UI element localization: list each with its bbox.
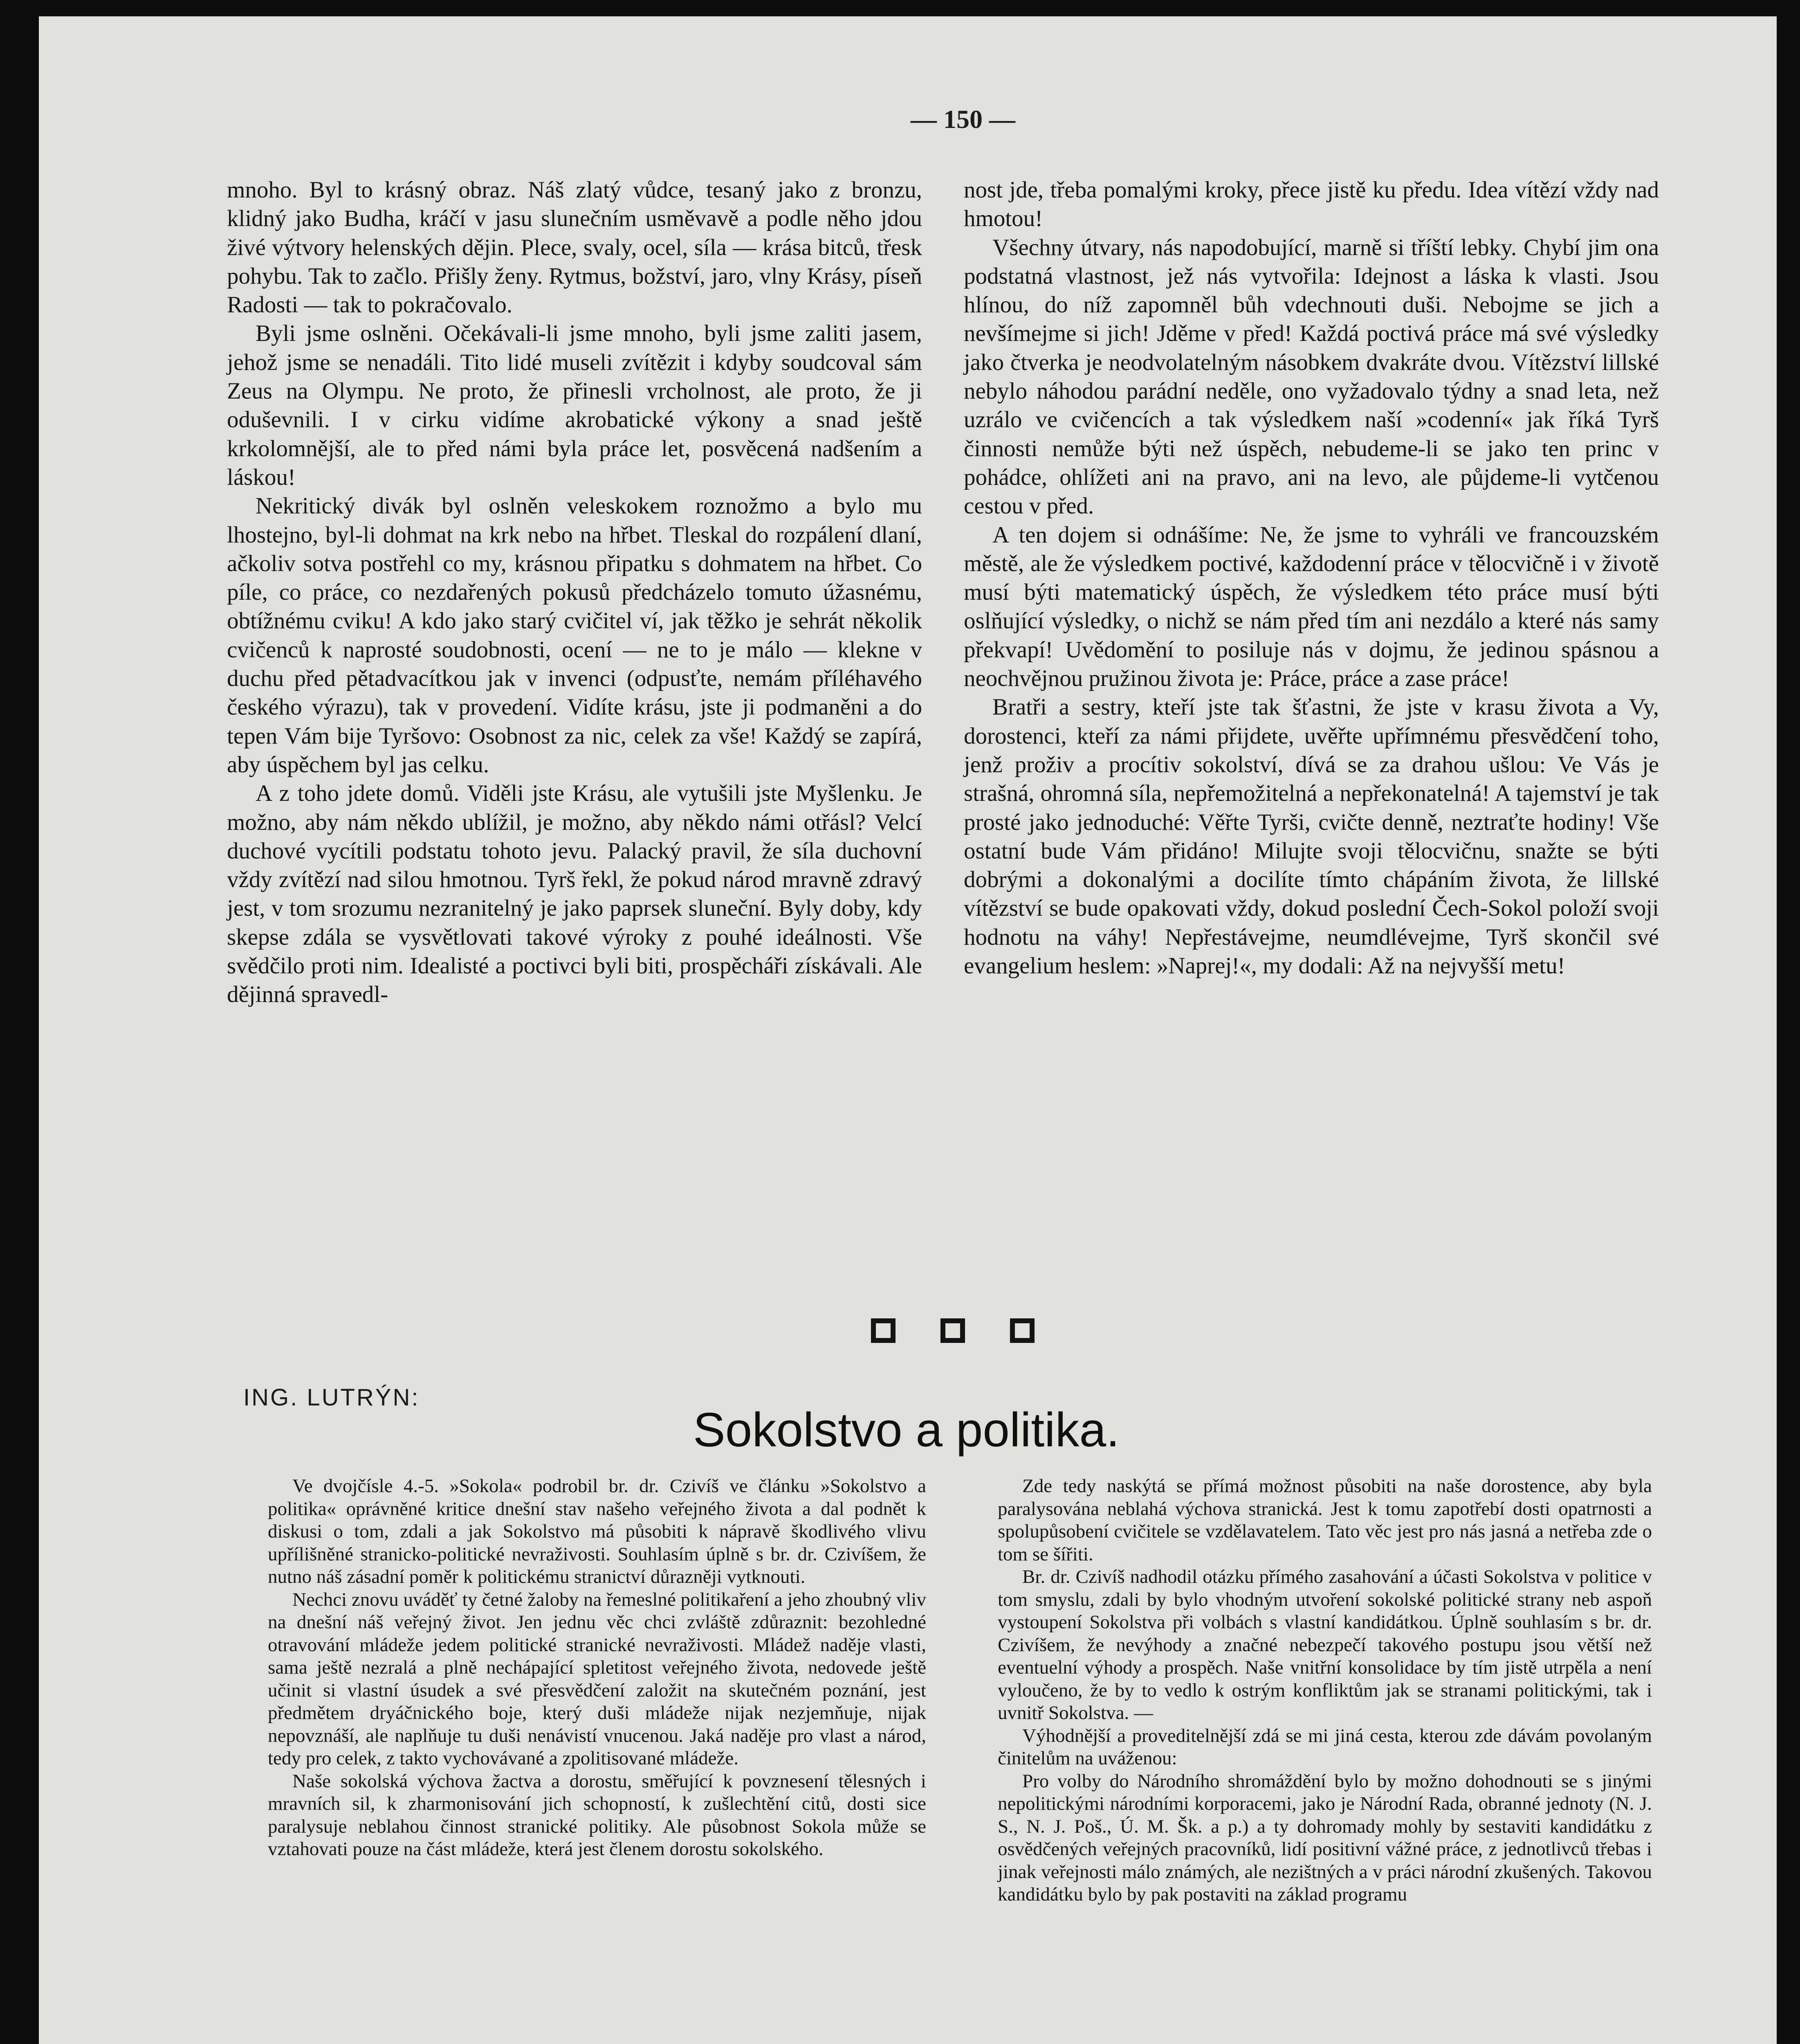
separator-square-icon: [871, 1318, 896, 1343]
article-left-column: [268, 1475, 926, 2044]
paragraph: Pro volby do Národního shromáždění bylo by možno dohodnouti se s jinými nepolitickými národními korporacemi, jako je Národní Rada, obranné jednoty (N. J. S., N. J. Poš., Ú. M. Šk. a p.) a ty dohromady mohly by sestaviti kandidátku z osvědčených veřejných pracovníků, lidí positivní vážné práce, z jednotlivců třebas i jinak veřejnosti málo známých, ale nezištných a v práci národní zkušených. Takovou kandidátku bylo by pak postaviti na základ programu: [998, 1770, 1652, 1905]
paragraph: Naše sokolská výchova žactva a dorostu, směřující k povznesení tělesných i mravních sil, k zharmonisování jich schopností, k zušlechtění citů, dosti sice paralysuje neblahou činnost stranické politiky. Ale působnost Sokola může se vztahovati pouze na část mládeže, která jest členem dorostu sokolského.: [268, 1770, 926, 1860]
article-title: Sokolstvo a politika.: [693, 1403, 1120, 1457]
paragraph: Ve dvojčísle 4.-5. »Sokola« podrobil br. dr. Czivíš ve článku »Sokolstvo a politika« oprávněné kritice dnešní stav našeho veřejného života a dal podnět k diskusi o tom, zdali a jak Sokolstvo má působiti k nápravě škodlivého vlivu upřílišněné stranicko-politické nevraživosti. Souhlasím úplně s br. dr. Czivíšem, že nutno náš zásadní poměr k politickému stranictví důrazněji vytknouti.: [268, 1475, 926, 1587]
section-separator: [871, 1318, 1035, 1343]
paragraph: Všechny útvary, nás napodobující, marně si tříští lebky. Chybí jim ona podstatná vlastnost, jež nás vytvořila: Idejnost a láska k vlasti. Jsou hlínou, do níž zapomněl bůh vdechnouti duši. Nebojme se jich a nevšímejme si jich! Jděme v před! Každá poctivá práce má své výsledky jako čtverka je neodvolatelným násobkem dvakráte dvou. Vítězství lillské nebylo náhodou parádní neděle, ono vyžadovalo týdny a snad leta, než uzrálo ve cvičencích a tak výsledkem naší »codenní« jak říká Tyrš činnosti nemůže býti než úspěch, nebudeme-li se jako ten princ v pohádce, ohlížeti ani na pravo, ani na levo, ale půjdeme-li vytčenou cestou v před.: [964, 234, 1659, 519]
paragraph: nost jde, třeba pomalými kroky, přece jistě ku předu. Idea vítězí vždy nad hmotou!: [964, 177, 1659, 232]
paragraph: Nekritický divák byl oslněn veleskokem roznožmo a bylo mu lhostejno, byl-li dohmat na krk nebo na hřbet. Tleskal do rozpálení dlaní, ačkoliv sotva postřehl co my, krásnou připatku s dohmatem na hřbet. Co píle, co práce, co nezdařených pokusů předcházelo tomuto úžasnému, obtížnému cviku! A kdo jako starý cvičitel ví, jak těžko je sehrát několik cvičenců k naprosté soudobnosti, ocení — ne to je málo — klekne v duchu před pětadvacítkou jak v invenci (odpusťte, nemám příléhavého českého výrazu), tak v provedení. Vidíte krásu, jste ji podmaněni a do tepen Vám bije Tyršovo: Osobnost za nic, celek za vše! Každý se zapírá, aby úspěchem byl jas celku.: [227, 493, 922, 778]
paragraph: mnoho. Byl to krásný obraz. Náš zlatý vůdce, tesaný jako z bronzu, klidný jako Budha, kráčí v jasu slunečním usměvavě a podle něho jdou živé výtvory helenských dějin. Plece, svaly, ocel, síla — krása bitců, třesk pohybu. Tak to začlo. Přišly ženy. Rytmus, božství, jaro, vlny Krásy, píseň Radosti — tak to pokračovalo.: [227, 177, 922, 318]
paragraph: Byli jsme oslněni. Očekávali-li jsme mnoho, byli jsme zaliti jasem, jehož jsme se nenadáli. Tito lidé museli zvítězit i kdyby soudcoval sám Zeus na Olympu. Ne proto, že přinesli vrcholnost, ale proto, že ji oduševnili. I v cirku vidíme akrobatické výkony a snad ještě krkolomnější, ale to před námi byla práce let, posvěcená nadšením a láskou!: [227, 320, 922, 490]
paragraph: Nechci znovu uváděť ty četné žaloby na řemeslné politikaření a jeho zhoubný vliv na dnešní náš veřejný život. Jen jednu věc chci zvláště zdůraznit: bezohledné otravování mládeže jedem politické stranické nevraživosti. Mládež naděje vlasti, sama ještě nezralá a plně nechápající spletitost veřejného života, nedovede ještě učinit si vlastní úsudek a své přesvědčení založit na skutečném poznání, jest předmětem dryáčnického boje, který duši mládeže nijak nezjemňuje, nijak nepovznáší, ale naplňuje tu duši nenávistí vnucenou. Jaká naděje pro vlast a národ, tedy pro celek, z takto vychovávané a zpolitisované mládeže.: [268, 1589, 926, 1769]
paragraph: Zde tedy naskýtá se přímá možnost působiti na naše dorostence, aby byla paralysována neblahá výchova stranická. Jest k tomu zapotřebí dosti opatrnosti a spolupůsobení cvičitele se vzdělavatelem. Tato věc jest pro nás jasná a netřeba zde o tom se šířiti.: [998, 1475, 1652, 1565]
article-right-column: [998, 1475, 1652, 2044]
paragraph: Výhodnější a proveditelnější zdá se mi jiná cesta, kterou zde dávám povolaným činitelům na uváženou:: [998, 1725, 1652, 1769]
upper-right-column: [964, 176, 1659, 1284]
paragraph: Br. dr. Czivíš nadhodil otázku přímého zasahování a účasti Sokolstva v politice v tom smyslu, zdali by bylo vhodným utvoření sokolské politické strany neb aspoň vystoupení Sokolstva při volbách s vlastní kandidátkou. Úplně souhlasím s br. dr. Czivíšem, že nevýhody a značné nebezpečí takového postupu jsou větší než eventuelní výhody a prospěch. Naše vnitřní konsolidace by tím jistě utrpěla a není vyloučeno, že by to vedlo k ostrým konfliktům jak se stranami politickými, tak i uvnitř Sokolstva. —: [998, 1566, 1652, 1724]
page-number: — 150 —: [911, 105, 1015, 134]
upper-left-column: [227, 176, 922, 1284]
article-author: ING. LUTRÝN:: [243, 1384, 420, 1411]
paragraph: A ten dojem si odnášíme: Ne, že jsme to vyhráli ve francouzském městě, ale že výsledkem poctivé, každodenní práce v tělocvičně i v životě musí býti matematický úspěch, že výsledkem této práce musí býti oslňující výsledky, o nichž se nám před tím ani nezdálo a které nás samy překvapí! Uvědomění to posiluje nás v dojmu, že jedinou spásnou a neochvějnou pružinou života je: Práce, práce a zase práce!: [964, 522, 1659, 692]
paragraph: Bratři a sestry, kteří jste tak šťastni, že jste v krasu života a Vy, dorostenci, kteří za námi přijdete, uvěřte upřímnému přesvědčení toho, jenž proživ a procítiv sokolství, dívá se za drahou ušlou: Ve Vás je strašná, ohromná síla, nepřemožitelná a nepřekonatelná! A tajemství je tak prosté jako jednoduché: Věřte Tyrši, cvičte denně, neztraťte hodiny! Vše ostatní bude Vám přidáno! Milujte svoji tělocvičnu, snažte se býti dobrými a dokonalými a docilíte tímto chápáním života, že lillské vítězství se bude opakovati vždy, dokud poslední Čech-Sokol položí svoji hodnotu na váhy! Nepřestávejme, neumdlévejme, Tyrš skončil své evangelium heslem: »Naprej!«, my dodali: Až na nejvyšší metu!: [964, 694, 1659, 979]
separator-square-icon: [940, 1318, 965, 1343]
separator-square-icon: [1010, 1318, 1035, 1343]
paragraph: A z toho jdete domů. Viděli jste Krásu, ale vytušili jste Myšlenku. Je možno, aby nám někdo ublížil, je možno, aby někdo námi otřásl? Velcí duchové vycítili podstatu tohoto jevu. Palacký pravil, že síla duchovní vždy zvítězí nad silou hmotnou. Tyrš řekl, že pokud národ mravně zdravý jest, v tom srozumu nezranitelný je jako paprsek sluneční. Byly doby, kdy skepse zdála se vysvětlovati takové výroky z pouhé ideálnosti. Vše svědčilo proti nim. Idealisté a poctivci byli biti, prospěcháři získávali. Ale dějinná spravedl-: [227, 780, 922, 1008]
magazine-page: [39, 16, 1777, 2044]
